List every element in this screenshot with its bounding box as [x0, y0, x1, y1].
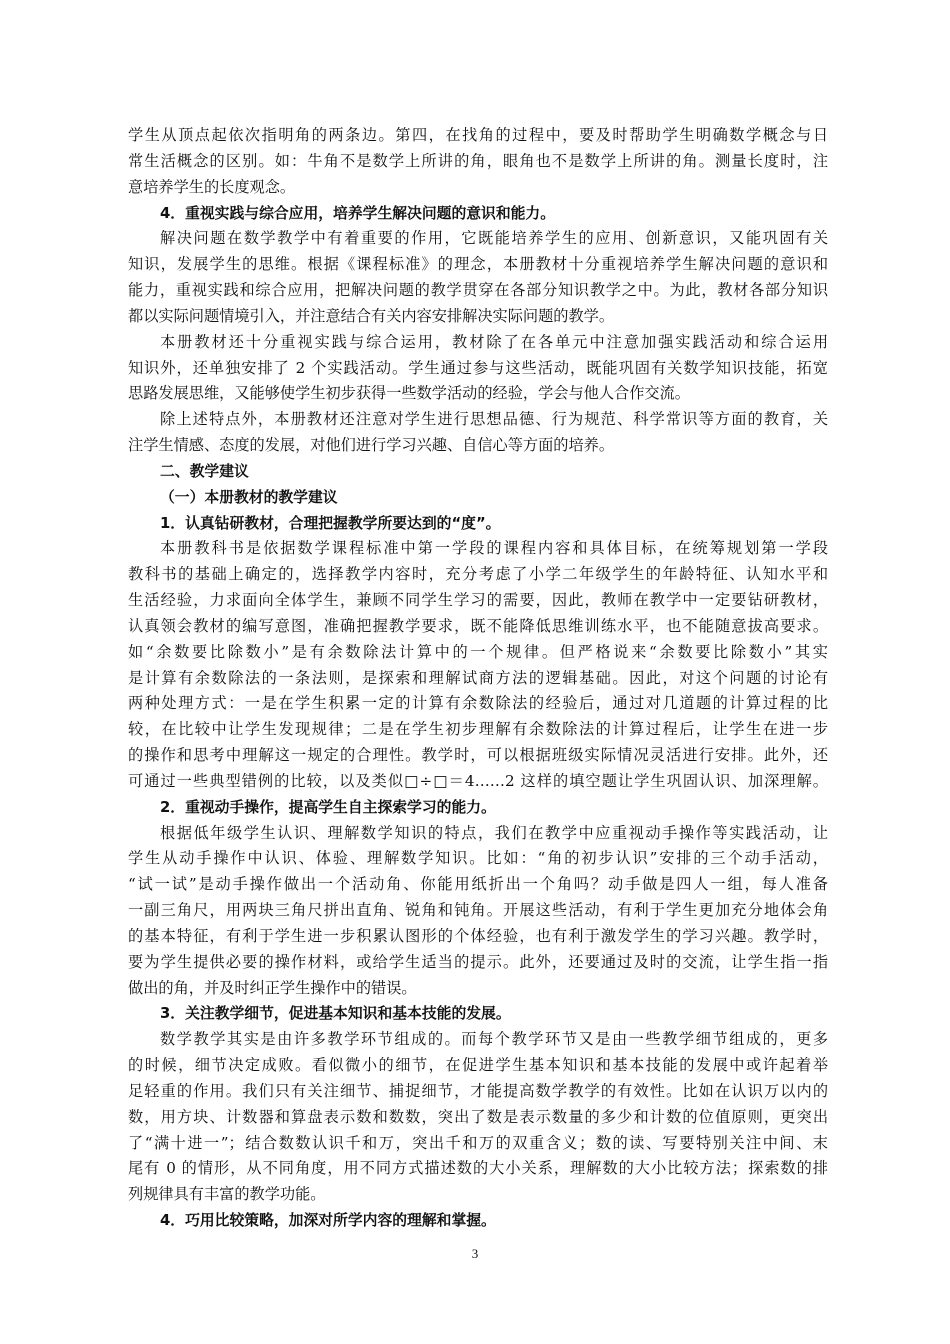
section-heading: 2．重视动手操作，提高学生自主探索学习的能力。 [160, 798, 496, 816]
body-line: 常生活概念的区别。如：牛角不是数学上所讲的角，眼角也不是数学上所讲的角。测量长度时，注 [128, 151, 828, 170]
subsection-heading: （一）本册教材的教学建议 [160, 488, 338, 506]
body-line: 学生从动手操作中认识、体验、理解数学知识。比如：“角的初步认识”安排的三个动手活动， [128, 849, 828, 868]
body-line: 的基本特征，有利于学生进一步积累认图形的个体经验，也有利于激发学生的学习兴趣。教学时， [128, 926, 828, 945]
body-line: 数，用方块、计数器和算盘表示数和数数，突出了数是表示数量的多少和计数的位值原则，更突出 [128, 1107, 828, 1126]
body-line: 如“余数要比除数小”是有余数除法计算中的一个规律。但严格说来“余数要比除数小”其实 [128, 642, 828, 661]
body-line: 除上述特点外，本册教材还注意对学生进行思想品德、行为规范、科学常识等方面的教育，关 [160, 410, 828, 429]
section-heading: 4．巧用比较策略，加深对所学内容的理解和掌握。 [160, 1212, 496, 1229]
body-line: 生活经验，力求面向全体学生，兼顾不同学生学习的需要，因此，教师在教学中一定要钻研教材， [128, 591, 828, 609]
body-line: 列规律具有丰富的教学功能。 [128, 1185, 326, 1204]
body-line: 了“满十进一”；结合数数认识千和万，突出千和万的双重含义；数的读、写要特别关注中间、末 [128, 1133, 828, 1152]
section-heading: 二、教学建议 [160, 462, 249, 480]
body-line: 教科书的基础上确定的，选择教学内容时，充分考虑了小学二年级学生的年龄特征、认知水平和 [128, 565, 828, 584]
body-line: 学生从顶点起依次指明角的两条边。第四，在找角的过程中，要及时帮助学生明确数学概念与日 [128, 126, 828, 144]
body-line: 做出的角，并及时纠正学生操作中的错误。 [128, 978, 417, 997]
body-line: 的操作和思考中理解这一规定的合理性。教学时，可以根据班级实际情况灵活进行安排。此外，还 [128, 746, 828, 764]
body-line: 思路发展思维，又能够使学生初步获得一些数学活动的经验，学会与他人合作交流。 [128, 384, 690, 403]
body-line: 认真领会教材的编写意图，准确把握教学要求，既不能降低思维训练水平，也不能随意拔高要求。 [128, 616, 828, 635]
body-line: “试一试”是动手操作做出一个活动角、你能用纸折出一个角吗？动手做是四人一组，每人准备 [128, 875, 828, 894]
body-line: 意培养学生的长度观念。 [128, 177, 296, 196]
body-line: 都以实际问题情境引入，并注意结合有关内容安排解决实际问题的教学。 [128, 306, 614, 325]
body-line: 两种处理方式：一是在学生积累一定的计算有余数除法的经验后，通过对几道题的计算过程的比 [128, 694, 828, 713]
body-line: 的时候，细节决定成败。看似微小的细节，在促进学生基本知识和基本技能的发展中或许起着举 [128, 1056, 828, 1074]
body-line: 是计算有余数除法的一条法则，是探索和理解试商方法的逻辑基础。因此，对这个问题的讨论有 [128, 668, 828, 687]
body-line: 足轻重的作用。我们只有关注细节、捕捉细节，才能提高数学教学的有效性。比如在认识万以内的 [128, 1081, 828, 1100]
body-line: 本册教科书是依据数学课程标准中第一学段的课程内容和具体目标，在统筹规划第一学段 [160, 539, 828, 558]
section-heading: 1．认真钻研教材，合理把握教学所要达到的“度”。 [160, 514, 501, 532]
body-line: 数学教学其实是由许多教学环节组成的。而每个教学环节又是由一些教学细节组成的，更多 [160, 1030, 828, 1049]
body-line: 能力，重视实践和综合应用，把解决问题的教学贯穿在各部分知识教学之中。为此，教材各部分知识 [128, 281, 828, 299]
body-line: 可通过一些典型错例的比较，以及类似□÷□＝4……2 这样的填空题让学生巩固认识、加深理解。 [128, 771, 828, 790]
page-number: 3 [471, 1246, 479, 1261]
body-line: 根据低年级学生认识、理解数学知识的特点，我们在教学中应重视动手操作等实践活动，让 [160, 823, 828, 842]
body-line: 要为学生提供必要的操作材料，或给学生适当的提示。此外，还要通过及时的交流，让学生指一指 [128, 952, 828, 971]
body-line: 知识，发展学生的思维。根据《课程标准》的理念，本册教材十分重视培养学生解决问题的意识和 [128, 255, 828, 274]
body-line: 知识外，还单独安排了 2 个实践活动。学生通过参与这些活动，既能巩固有关数学知识技能，拓宽 [128, 358, 828, 377]
body-line: 尾有 0 的情形，从不同角度，用不同方式描述数的大小关系，理解数的大小比较方法；探索数的排 [128, 1159, 828, 1178]
body-line: 较，在比较中让学生发现规律；二是在学生初步理解有余数除法的计算过程后，让学生在进一步 [128, 720, 828, 739]
body-line: 一副三角尺，用两块三角尺拼出直角、锐角和钝角。开展这些活动，有利于学生更加充分地体会角 [128, 901, 828, 919]
body-line: 解决问题在数学教学中有着重要的作用，它既能培养学生的应用、创新意识，又能巩固有关 [160, 229, 828, 248]
section-heading: 4．重视实践与综合应用，培养学生解决问题的意识和能力。 [160, 204, 556, 222]
body-line: 注学生情感、态度的发展，对他们进行学习兴趣、自信心等方面的培养。 [128, 436, 614, 454]
section-heading: 3．关注教学细节，促进基本知识和基本技能的发展。 [160, 1005, 511, 1023]
body-line: 本册教材还十分重视实践与综合运用，教材除了在各单元中注意加强实践活动和综合运用 [160, 332, 828, 351]
